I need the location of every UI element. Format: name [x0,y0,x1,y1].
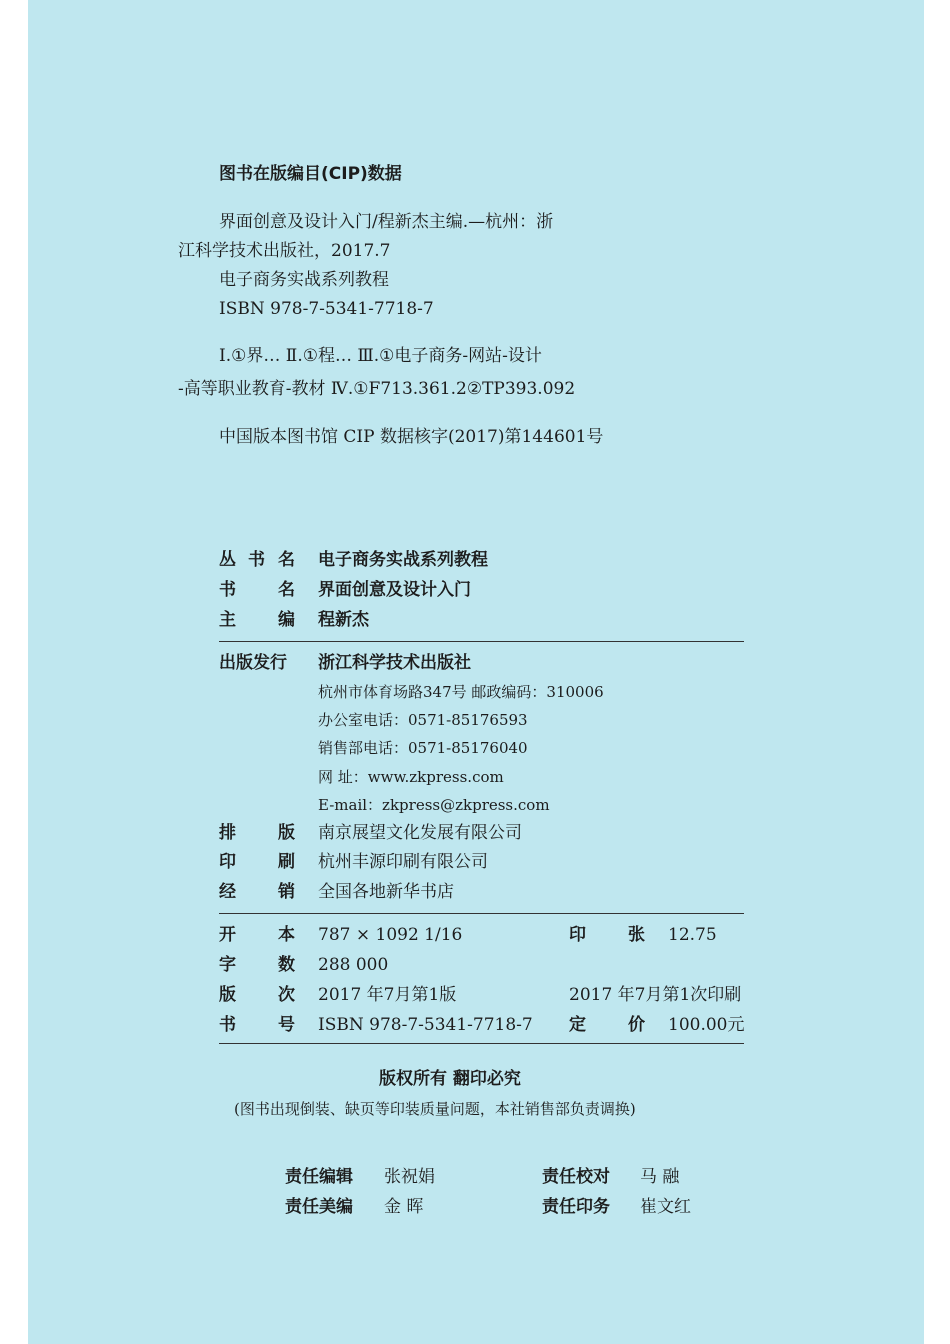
title-label-a: 书 [219,580,236,600]
cip-line-2: 江科学技术出版社，2017.7 [178,241,391,261]
edition-value: 2017 年7月第1版 [318,985,457,1005]
staff-art-label: 责任美编 [285,1197,353,1217]
printing-value: 杭州丰源印刷有限公司 [318,852,488,872]
editor-label-a: 主 [219,610,236,630]
cip-classification-2: -高等职业教育-教材 Ⅳ.①F713.361.2②TP393.092 [178,379,576,399]
series-value: 电子商务实战系列教程 [318,550,488,570]
divider-rule-3 [219,1043,744,1044]
price-label-c: 价 [628,1015,645,1035]
edition-label-a: 版 [219,985,236,1005]
divider-rule-1 [219,641,744,642]
sheets-label-a: 印 [569,925,586,945]
sheets-label-c: 张 [628,925,645,945]
words-label-a: 字 [219,955,236,975]
copyright-note: (图书出现倒装、缺页等印装质量问题，本社销售部负责调换) [234,1100,636,1118]
staff-proof-name: 马 融 [640,1167,680,1187]
format-label-a: 开 [219,925,236,945]
publisher-email: E-mail：zkpress@zkpress.com [318,796,550,814]
staff-editor-name: 张祝娟 [384,1167,435,1187]
cip-line-3: 电子商务实战系列教程 [219,270,389,290]
cip-heading: 图书在版编目(CIP)数据 [219,164,402,184]
words-value: 288 000 [318,955,389,975]
title-label-c: 名 [278,580,295,600]
cip-record-number: 中国版本图书馆 CIP 数据核字(2017)第144601号 [219,427,604,447]
distribution-label-a: 经 [219,882,236,902]
words-label-c: 数 [278,955,295,975]
typesetting-label-c: 版 [278,823,295,843]
editor-value: 程新杰 [318,610,369,630]
distribution-value: 全国各地新华书店 [318,882,454,902]
series-label-a: 丛 [219,550,236,570]
staff-art-name: 金 晖 [384,1197,424,1217]
edition-label-c: 次 [278,985,295,1005]
isbn-label-c: 号 [278,1015,295,1035]
cip-isbn: ISBN 978-7-5341-7718-7 [219,299,434,319]
printing-label-c: 刷 [278,852,295,872]
editor-label-c: 编 [278,610,295,630]
isbn-label-a: 书 [219,1015,236,1035]
typesetting-label-a: 排 [219,823,236,843]
sheets-value: 12.75 [668,925,717,945]
publisher-label: 出版发行 [219,653,287,673]
staff-proof-label: 责任校对 [542,1167,610,1187]
series-label-c: 名 [278,550,295,570]
staff-editor-label: 责任编辑 [285,1167,353,1187]
publisher-website: 网 址：www.zkpress.com [318,768,504,786]
divider-rule-2 [219,913,744,914]
staff-print-label: 责任印务 [542,1197,610,1217]
title-value: 界面创意及设计入门 [318,580,471,600]
cip-line-1: 界面创意及设计入门/程新杰主编.—杭州：浙 [219,212,554,232]
print-run-value: 2017 年7月第1次印刷 [569,985,742,1005]
format-value: 787 × 1092 1/16 [318,925,463,945]
printing-label-a: 印 [219,852,236,872]
publisher-sales-phone: 销售部电话：0571-85176040 [318,739,528,757]
copyright-notice: 版权所有 翻印必究 [379,1069,521,1089]
copyright-page [28,0,924,1344]
price-value: 100.00元 [668,1015,745,1035]
series-label-b: 书 [248,550,265,570]
format-label-c: 本 [278,925,295,945]
staff-print-name: 崔文红 [640,1197,691,1217]
isbn-value: ISBN 978-7-5341-7718-7 [318,1015,533,1035]
publisher-address: 杭州市体育场路347号 邮政编码：310006 [318,683,604,701]
publisher-name: 浙江科学技术出版社 [318,653,471,673]
publisher-office-phone: 办公室电话：0571-85176593 [318,711,528,729]
price-label-a: 定 [569,1015,586,1035]
distribution-label-c: 销 [278,882,295,902]
cip-classification-1: Ⅰ.①界… Ⅱ.①程… Ⅲ.①电子商务-网站-设计 [219,346,542,366]
typesetting-value: 南京展望文化发展有限公司 [318,823,522,843]
